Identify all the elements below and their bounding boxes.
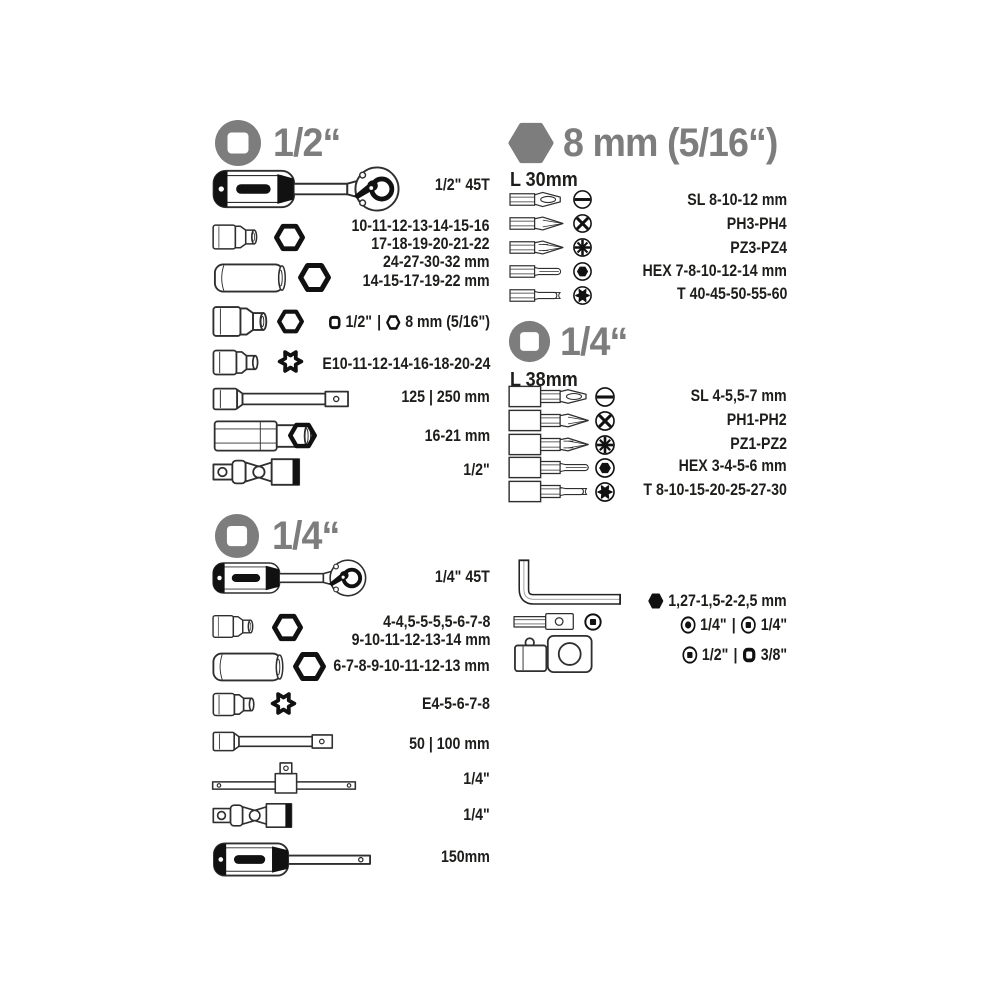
e-socket-illustration [212,692,256,717]
hex-drive-icon [386,315,401,330]
spark-plug-label: 16-21 mm [424,427,490,445]
circle-dot-drive-icon [680,616,695,634]
torx-bit-illustration [508,480,592,503]
hex-ring-icon [288,421,317,450]
phillips-tip-icon [594,410,616,432]
universal-joint-illustration [212,799,294,832]
bit-row-label: SL 8-10-12 mm [687,191,787,209]
hex-bit-illustration [508,456,592,479]
square-drive-badge-icon [214,119,262,167]
spinner-handle-label: 150mm [441,848,490,866]
circle-square-drive-icon [682,646,697,664]
e-sockets-label: E4-5-6-7-8 [422,695,490,713]
slotted-tip-icon [572,189,593,210]
u-joint-label: 1/4" [463,806,490,824]
hex-tip-icon [572,261,593,282]
t-bar-label: 1/4" [463,770,490,788]
slotted-tip-icon [594,386,616,408]
bit-row-label: PZ1-PZ2 [730,435,787,453]
hex-ring-icon [272,612,303,643]
spinner-handle-illustration [212,840,374,880]
extension-bar-illustration [212,387,350,411]
bit-adapter-illustration [513,611,575,632]
bit-row-label: HEX 3-4-5-6 mm [678,457,787,475]
bit-adapter-label: 1/4" | 1/4" [680,613,787,637]
deep-socket-illustration [212,652,286,682]
square-drive-icon [328,315,341,330]
sockets-label: 4-4,5-5-5,5-6-7-8 9-10-11-12-13-14 mm [351,613,490,649]
extensions-label: 50 | 100 mm [409,735,490,753]
torx-bit-illustration [509,286,567,305]
torx-tip-icon [594,481,616,503]
square-drive-bold-icon [742,647,756,663]
bit-row-label: HEX 7-8-10-12-14 mm [642,262,787,280]
bit-row-label: SL 4-5,5-7 mm [691,387,787,405]
bit-length-label: L 38mm [510,369,578,391]
t-bar-illustration [211,761,357,794]
square-drive-badge-icon [214,513,260,559]
section-title: 1/4“ [272,514,340,558]
hex-bit-illustration [509,262,567,281]
bit-row-label: PH1-PH2 [727,411,787,429]
phillips-tip-icon [572,213,593,234]
hex-ring-icon [277,308,304,335]
socket-illustration [212,611,254,642]
bit-row-label: PZ3-PZ4 [730,239,787,257]
universal-joint-illustration [212,454,302,490]
square-drive-adapter-illustration [513,634,595,674]
hex-tip-icon [594,457,616,479]
sockets-label: 10-11-12-13-14-15-16 17-18-19-20-21-22 24-27-30-32 mm [351,217,490,271]
ratchet-illustration [212,559,370,597]
square-socket-icon [584,613,602,631]
hex-ring-icon [274,222,305,253]
ratchet-label: 1/4" 45T [435,568,490,586]
deep-sockets-label: 6-7-8-9-10-11-12-13 mm [333,657,490,675]
adapter-socket-illustration [212,305,268,338]
bit-row-label: T 8-10-15-20-25-27-30 [643,481,787,499]
e-sockets-label: E10-11-12-14-16-18-20-24 [321,355,490,373]
socket-illustration [212,221,258,253]
e-socket-illustration [212,349,260,376]
deep-sockets-label: 14-15-17-19-22 mm [363,272,490,290]
extension-bar-illustration [212,731,334,752]
phillips-bit-illustration [509,214,567,233]
section-title: 1/2“ [273,121,341,165]
pozidriv-tip-icon [594,434,616,456]
pozidriv-bit-illustration [509,238,567,257]
ratchet-label: 1/2" 45T [435,176,490,194]
hex-keys-label: 1,27-1,5-2-2,5 mm [648,589,787,613]
hex-filled-icon [648,593,664,609]
square-drive-badge-icon [508,320,551,363]
torx-tip-icon [572,285,593,306]
bit-row-label: T 40-45-50-55-60 [676,285,787,303]
deep-socket-illustration [212,263,290,293]
e-torx-ring-icon [270,690,297,717]
section-title: 8 mm (5/16“) [563,121,778,165]
pozidriv-bit-illustration [508,433,592,456]
slotted-bit-illustration [508,385,592,408]
hex-ring-icon [293,650,326,683]
hex-badge-icon [508,121,554,165]
adapter-label: 1/2" | 8 mm (5/16") [328,310,490,334]
hex-ring-icon [298,261,331,294]
phillips-bit-illustration [508,409,592,432]
e-torx-ring-icon [277,348,304,375]
ratchet-illustration [212,166,404,212]
circle-square-drive-icon [741,616,756,634]
drive-adapter-label: 1/2" | 3/8" [682,643,787,667]
hex-key-illustration [513,556,631,610]
slotted-bit-illustration [509,190,567,209]
u-joint-label: 1/2" [463,461,490,479]
bit-length-label: L 30mm [510,169,578,191]
extensions-label: 125 | 250 mm [401,388,490,406]
bit-row-label: PH3-PH4 [727,215,787,233]
section-title: 1/4“ [560,320,628,364]
pozidriv-tip-icon [572,237,593,258]
